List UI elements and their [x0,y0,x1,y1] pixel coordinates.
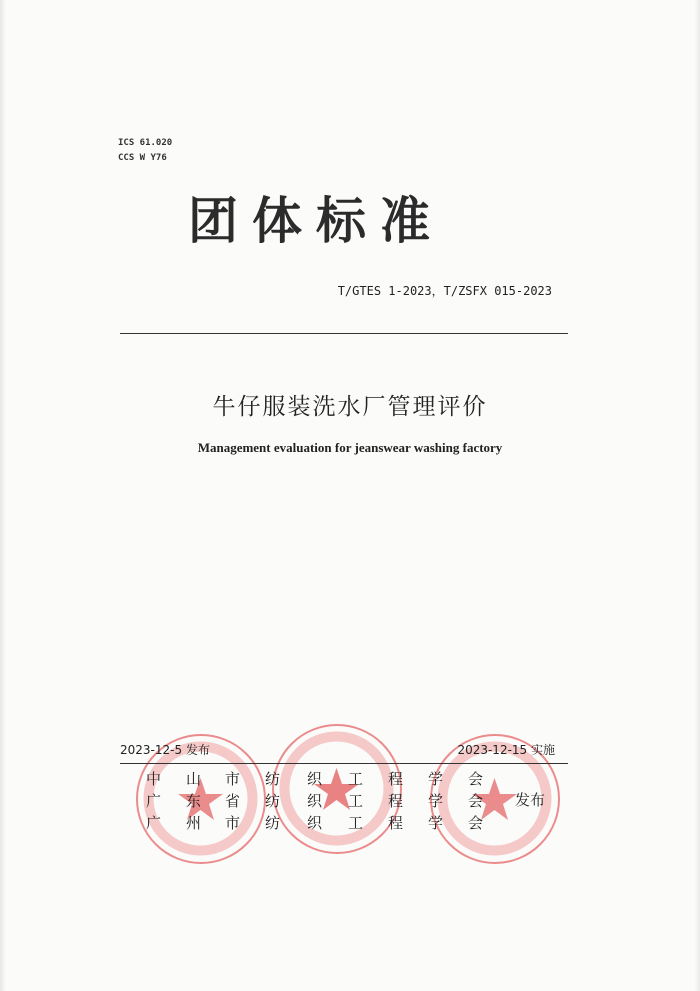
org-char: 市 [225,814,241,832]
org-char: 会 [468,770,484,788]
document-title-chinese: 牛仔服装洗水厂管理评价 [212,394,488,420]
org-char: 州 [186,814,202,832]
org-char: 程 [388,814,404,832]
org-char: 学 [428,814,444,832]
ccs-code: CCS W Y76 [118,153,167,163]
org-char: 中 [146,770,162,788]
publish-label: 发布 [515,791,546,809]
org-char: 省 [225,792,241,810]
org-char: 纺 [265,792,281,810]
org-char: 学 [428,770,444,788]
org-char: 程 [388,770,404,788]
org-char: 会 [468,814,484,832]
page-right-shadow [694,0,700,991]
standard-number: T/GTES 1-2023，T/ZSFX 015-2023 [337,284,552,298]
org-char: 工 [348,770,364,788]
org-char: 工 [348,792,364,810]
org-char: 市 [225,770,241,788]
org-char: 东 [186,792,202,810]
implementation-date: 2023-12-15 实施 [457,743,555,757]
ics-code: ICS 61.020 [118,138,173,148]
organization-row [0,768,700,790]
org-char: 广 [146,814,162,832]
standard-type-title: 团体标准 [188,192,444,250]
page-left-shadow [0,0,6,991]
org-char: 程 [388,792,404,810]
org-char: 山 [186,770,202,788]
org-char: 工 [348,814,364,832]
bottom-divider [120,763,568,764]
classification-codes [118,136,172,166]
org-char: 纺 [265,814,281,832]
org-char: 会 [468,792,484,810]
organization-row [0,812,700,834]
organization-row [0,790,700,812]
org-char: 织 [307,770,323,788]
document-title-english: Management evaluation for jeanswear washing factory [197,440,503,455]
org-char: 织 [307,814,323,832]
org-char: 织 [307,792,323,810]
org-char: 纺 [265,770,281,788]
release-date: 2023-12-5 发布 [120,743,210,757]
org-char: 学 [428,792,444,810]
top-divider [120,333,568,334]
org-char: 广 [146,792,162,810]
